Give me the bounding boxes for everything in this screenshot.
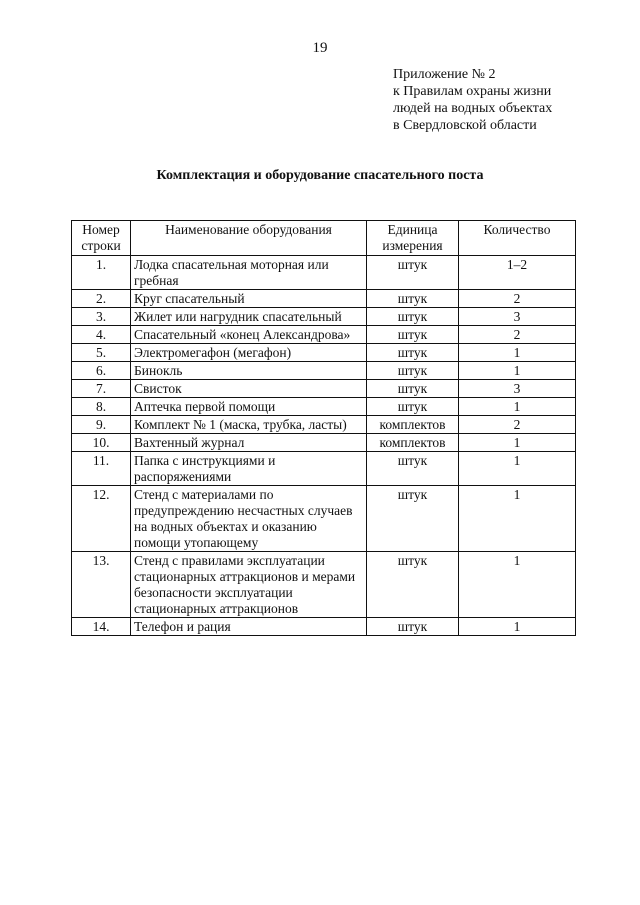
row-number: 13. [72,552,131,618]
unit: комплектов [367,416,459,434]
appendix-line: в Свердловской области [393,118,537,133]
quantity: 1 [459,434,576,452]
unit: штук [367,486,459,552]
unit: штук [367,362,459,380]
equipment-name: Круг спасательный [131,290,367,308]
quantity: 1 [459,398,576,416]
row-number: 8. [72,398,131,416]
equipment-name: Комплект № 1 (маска, трубка, ласты) [131,416,367,434]
table-row [72,618,576,636]
appendix-line: к Правилам охраны жизни [393,84,552,99]
unit: штук [367,326,459,344]
row-number: 14. [72,618,131,636]
unit: штук [367,618,459,636]
table-row [72,290,576,308]
table-row [72,452,576,486]
equipment-name: Жилет или нагрудник спасательный [131,308,367,326]
header-row-number-line1: Номер [82,222,120,237]
row-number: 10. [72,434,131,452]
equipment-name: Лодка спасательная моторная или гребная [131,256,367,290]
equipment-name: Бинокль [131,362,367,380]
header-unit-line2: измерения [382,238,443,253]
equipment-name: Вахтенный журнал [131,434,367,452]
table-row [72,552,576,618]
quantity: 3 [459,380,576,398]
quantity: 1–2 [459,256,576,290]
unit: штук [367,308,459,326]
table-row [72,256,576,290]
header-unit-line1: Единица [387,222,438,237]
page-number: 19 [312,40,328,56]
table-row [72,326,576,344]
header-quantity: Количество [459,221,576,256]
row-number: 7. [72,380,131,398]
table-header-row [72,221,576,256]
unit: комплектов [367,434,459,452]
unit: штук [367,290,459,308]
appendix-line: Приложение № 2 [393,67,496,82]
appendix-line: людей на водных объектах [393,101,553,116]
equipment-table [71,220,576,636]
table-row [72,486,576,552]
unit: штук [367,452,459,486]
quantity: 2 [459,416,576,434]
table-row [72,416,576,434]
table-row [72,362,576,380]
equipment-name: Стенд с материалами по предупреждению несчастных случаев на водных объектах и оказанию помощи утопающему [131,486,367,552]
appendix-block [393,66,552,134]
equipment-name: Свисток [131,380,367,398]
unit: штук [367,380,459,398]
unit: штук [367,256,459,290]
row-number: 9. [72,416,131,434]
row-number: 3. [72,308,131,326]
document-title: Комплектация и оборудование спасательного поста [156,168,484,183]
equipment-name: Папка с инструкциями и распоряжениями [131,452,367,486]
equipment-name: Спасательный «конец Александрова» [131,326,367,344]
header-row-number-line2: строки [81,238,121,253]
quantity: 1 [459,552,576,618]
table-row [72,308,576,326]
unit: штук [367,398,459,416]
row-number: 4. [72,326,131,344]
quantity: 3 [459,308,576,326]
quantity: 2 [459,290,576,308]
row-number: 6. [72,362,131,380]
equipment-name: Телефон и рация [131,618,367,636]
row-number: 2. [72,290,131,308]
row-number: 5. [72,344,131,362]
unit: штук [367,344,459,362]
quantity: 1 [459,452,576,486]
header-row-number [72,221,131,256]
quantity: 1 [459,618,576,636]
row-number: 11. [72,452,131,486]
quantity: 1 [459,362,576,380]
table-row [72,398,576,416]
header-unit [367,221,459,256]
equipment-name: Аптечка первой помощи [131,398,367,416]
header-equipment-name: Наименование оборудования [131,221,367,256]
row-number: 12. [72,486,131,552]
table-row [72,380,576,398]
row-number: 1. [72,256,131,290]
equipment-name: Электромегафон (мегафон) [131,344,367,362]
quantity: 1 [459,486,576,552]
table-row [72,434,576,452]
unit: штук [367,552,459,618]
equipment-name: Стенд с правилами эксплуатации стационарных аттракционов и мерами безопасности эксплуатации стационарных аттракционов [131,552,367,618]
quantity: 2 [459,326,576,344]
quantity: 1 [459,344,576,362]
table-row [72,344,576,362]
